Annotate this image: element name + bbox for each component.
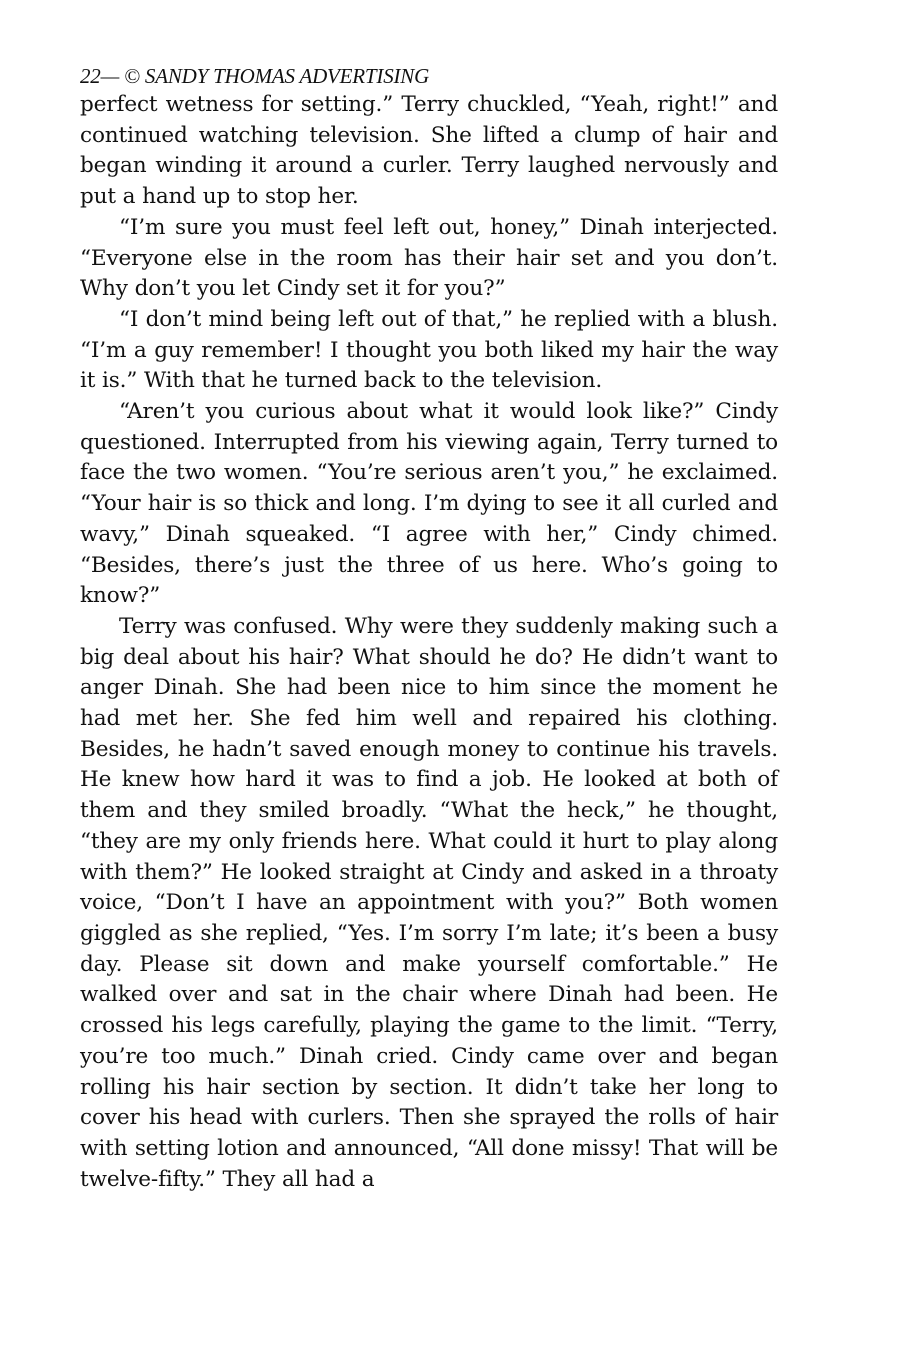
paragraph: “I don’t mind being left out of that,” he replied with a blush. “I’m a guy remember! I thought you both liked my hair the way it is.” With that he turned back to the television. [80, 306, 778, 394]
body-text [80, 90, 778, 1195]
paragraph: “I’m sure you must feel left out, honey,” Dinah interjected. “Everyone else in the room has their hair set and you don’t. Why don’t you let Cindy set it for you?” [80, 214, 778, 302]
book-page [80, 62, 778, 1195]
paragraph-continued: perfect wetness for setting.” Terry chuckled, “Yeah, right!” and continued watching television. She lifted a clump of hair and began winding it around a curler. Terry laughed nervously and put a hand up to stop her. [80, 92, 778, 210]
paragraph: “Aren’t you curious about what it would look like?” Cindy questioned. Interrupted from his viewing again, Terry turned to face the two women. “You’re serious aren’t you,” he exclaimed. “Your hair is so thick and long. I’m dying to see it all curled and wavy,” Dinah squeaked. “I agree with her,” Cindy chimed. “Besides, there’s just the three of us here. Who’s going to know?” [80, 399, 778, 609]
running-header: 22— © SANDY THOMAS ADVERTISING [80, 64, 430, 88]
paragraph: Terry was confused. Why were they suddenly making such a big deal about his hair? What should he do? He didn’t want to anger Dinah. She had been nice to him since the moment he had met her. She fed him well and repaired his clothing. Besides, he hadn’t saved enough money to continue his travels. He knew how hard it was to find a job. He looked at both of them and they smiled broadly. “What the heck,” he thought, “they are my only friends here. What could it hurt to play along with them?” He looked straight at Cindy and asked in a throaty voice, “Don’t I have an appointment with you?” Both women giggled as she replied, “Yes. I’m sorry I’m late; it’s been a busy day. Please sit down and make yourself comfortable.” He walked over and sat in the chair where Dinah had been. He crossed his legs carefully, playing the game to the limit. “Terry, you’re too much.” Dinah cried. Cindy came over and began rolling his hair section by section. It didn’t take her long to cover his head with curlers. Then she sprayed the rolls of hair with setting lotion and announced, “All done missy! That will be twelve-fifty.” They all had a [80, 613, 778, 1192]
